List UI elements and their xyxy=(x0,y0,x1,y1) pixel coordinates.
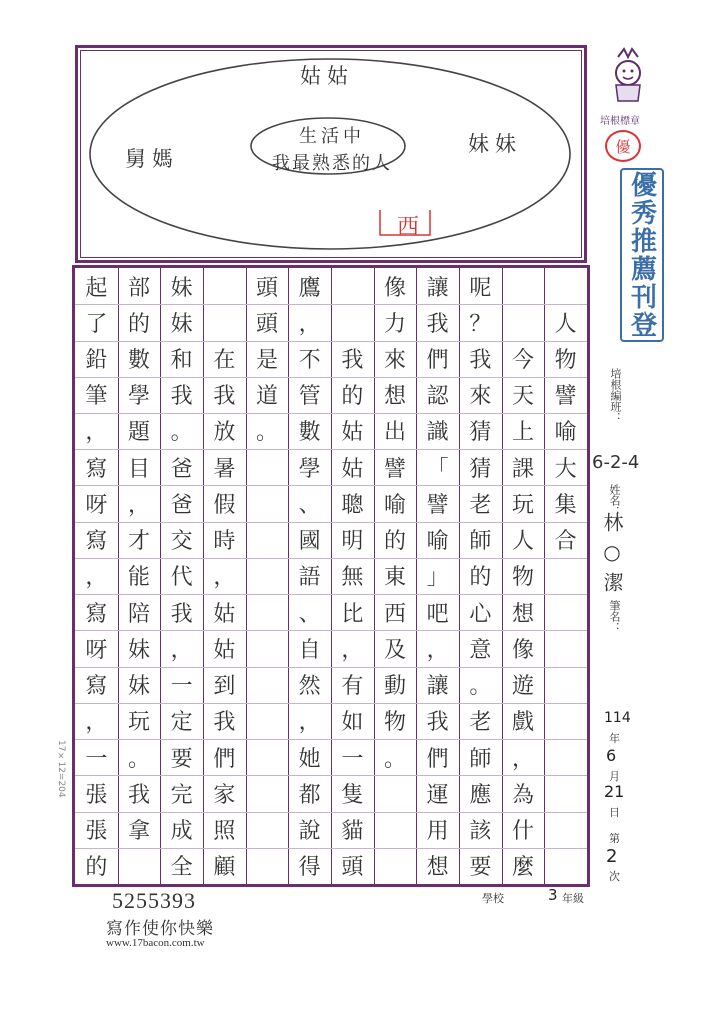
grid-char: 的 xyxy=(384,529,407,555)
grid-char: 起 xyxy=(85,275,108,301)
grid-char: 才 xyxy=(128,529,151,555)
grid-char: 假 xyxy=(213,492,236,518)
grid-char: ， xyxy=(213,565,236,591)
grid-char: 人 xyxy=(554,311,577,337)
grid-char: 道 xyxy=(256,384,279,410)
count-value: 2 xyxy=(606,846,618,867)
grid-char: 妹 xyxy=(170,311,193,337)
grid-char: 為 xyxy=(512,782,535,808)
grid-char: 得 xyxy=(298,855,321,881)
grid-char: 比 xyxy=(341,601,364,627)
grid-char: 一 xyxy=(341,746,364,772)
grid-char: 遊 xyxy=(512,674,535,700)
grid-char: 們 xyxy=(426,746,449,772)
grid-char: 姑 xyxy=(213,601,236,627)
count-prefix: 第 xyxy=(609,832,620,845)
grid-char: 呀 xyxy=(85,637,108,663)
grid-char: 動 xyxy=(384,674,407,700)
grid-char: 想 xyxy=(384,384,407,410)
grid-char: 、 xyxy=(298,492,321,518)
grid-char: 想 xyxy=(512,601,535,627)
grid-char: 合 xyxy=(554,529,577,555)
grid-char: 應 xyxy=(469,782,492,808)
grid-char: 讓 xyxy=(426,674,449,700)
pen-name-label: 筆名： xyxy=(608,600,621,633)
grid-char: 。 xyxy=(170,420,193,446)
grid-char: 能 xyxy=(128,565,151,591)
grid-char: 猜 xyxy=(469,456,492,482)
website-url: www.17bacon.com.tw xyxy=(106,937,205,949)
grid-char: 喻 xyxy=(554,420,577,446)
grid-char: 要 xyxy=(469,855,492,881)
grid-char: 集 xyxy=(554,492,577,518)
grid-char: 來 xyxy=(469,384,492,410)
grid-char: 一 xyxy=(170,674,193,700)
grid-char: 西 xyxy=(384,601,407,627)
grid-char: 及 xyxy=(384,637,407,663)
grid-char: 爸 xyxy=(170,456,193,482)
slogan: 寫作使你快樂 xyxy=(106,919,214,939)
grid-char: 猜 xyxy=(469,420,492,446)
grid-char: 物 xyxy=(384,710,407,736)
grid-char: 心 xyxy=(469,601,492,627)
grid-char: 我 xyxy=(170,601,193,627)
grid-char: ， xyxy=(298,710,321,736)
grid-char: 喻 xyxy=(426,529,449,555)
grid-char: 玩 xyxy=(512,492,535,518)
grid-char: 戲 xyxy=(512,710,535,736)
mindmap-left: 舅媽 xyxy=(125,147,179,171)
date-year: 114 xyxy=(604,710,631,726)
grid-char: 學 xyxy=(128,384,151,410)
grid-char: 寫 xyxy=(85,529,108,555)
grid-char: 譬 xyxy=(554,384,577,410)
grid-char: ， xyxy=(341,637,364,663)
grade-label: 年級 xyxy=(562,892,584,905)
grid-char: 該 xyxy=(469,819,492,845)
grid-char: 完 xyxy=(170,782,193,808)
date-day-unit: 日 xyxy=(609,806,620,819)
grid-char: 鷹 xyxy=(298,275,321,301)
grid-char: 是 xyxy=(256,348,279,374)
grid-char: 識 xyxy=(426,420,449,446)
grid-char: 張 xyxy=(85,782,108,808)
grid-char: 寫 xyxy=(85,456,108,482)
grid-char: 家 xyxy=(213,782,236,808)
grid-char: 物 xyxy=(554,348,577,374)
grid-char: 我 xyxy=(213,384,236,410)
grid-char: ， xyxy=(298,311,321,337)
grid-char: 物 xyxy=(512,565,535,591)
grid-char: 學 xyxy=(298,456,321,482)
name-value: 林○潔 xyxy=(600,512,624,600)
grid-char: 們 xyxy=(213,746,236,772)
grid-char: ， xyxy=(426,637,449,663)
grid-char: 隻 xyxy=(341,782,364,808)
grid-char: 天 xyxy=(512,384,535,410)
grid-char: 放 xyxy=(213,420,236,446)
grid-char: 們 xyxy=(426,348,449,374)
logo-label: 培根標章 xyxy=(600,116,640,127)
grid-char: 要 xyxy=(170,746,193,772)
grid-char: 說 xyxy=(298,819,321,845)
grid-char: 的 xyxy=(128,311,151,337)
grid-char: 。 xyxy=(384,746,407,772)
grid-char: 大 xyxy=(554,456,577,482)
grid-char: 一 xyxy=(85,746,108,772)
grid-char: 出 xyxy=(384,420,407,446)
grid-char: 「 xyxy=(426,456,449,482)
grid-char: 今 xyxy=(512,348,535,374)
class-label: 培根編班： xyxy=(609,368,622,423)
grid-char: 國 xyxy=(298,529,321,555)
grid-char: 定 xyxy=(170,710,193,736)
grid-char: 張 xyxy=(85,819,108,845)
grid-char: 成 xyxy=(170,819,193,845)
grid-char: 什 xyxy=(512,819,535,845)
grid-char: 鉛 xyxy=(85,348,108,374)
grid-char: 姑 xyxy=(341,456,364,482)
date-month-unit: 月 xyxy=(609,770,620,783)
grid-char: 我 xyxy=(341,348,364,374)
recommend-stamp-text: 優秀推薦刊登 xyxy=(626,171,657,339)
grid-char: 妹 xyxy=(170,275,193,301)
grid-char: 來 xyxy=(384,348,407,374)
grid-char: 呀 xyxy=(85,492,108,518)
grid-char: 老 xyxy=(469,492,492,518)
grid-char: 數 xyxy=(128,348,151,374)
grid-char: 的 xyxy=(341,384,364,410)
grid-char: 和 xyxy=(170,348,193,374)
grid-char: 有 xyxy=(341,674,364,700)
grid-char: 的 xyxy=(469,565,492,591)
grid-char: ？ xyxy=(469,311,492,337)
date-year-unit: 年 xyxy=(609,732,620,745)
grid-char: 我 xyxy=(426,710,449,736)
grid-char: 東 xyxy=(384,565,407,591)
grid-char: 她 xyxy=(298,746,321,772)
grid-char: 頭 xyxy=(341,855,364,881)
grade-value: 3 xyxy=(548,886,558,904)
count-unit: 次 xyxy=(609,870,620,883)
grid-char: 老 xyxy=(469,710,492,736)
grid-char: 意 xyxy=(469,637,492,663)
grid-char: ， xyxy=(170,637,193,663)
grid-char: ， xyxy=(512,746,535,772)
grid-char: 。 xyxy=(128,746,151,772)
grid-char: 我 xyxy=(170,384,193,410)
grid-char: 無 xyxy=(341,565,364,591)
grid-char: 貓 xyxy=(341,819,364,845)
grid-char: 爸 xyxy=(170,492,193,518)
grid-char: 自 xyxy=(298,637,321,663)
grid-char: 代 xyxy=(170,565,193,591)
grid-char: 拿 xyxy=(128,819,151,845)
grid-char: 全 xyxy=(170,855,193,881)
grid-char: 玩 xyxy=(128,710,151,736)
grid-char: 課 xyxy=(512,456,535,482)
mindmap-bottom-mark: 西 xyxy=(397,215,420,240)
mindmap-center-line2: 我最熟悉的人 xyxy=(272,153,392,174)
grid-char: 都 xyxy=(298,782,321,808)
grid-char: 像 xyxy=(512,637,535,663)
class-value: 6-2-4 xyxy=(592,452,640,473)
grid-char: 我 xyxy=(469,348,492,374)
grid-char: 然 xyxy=(298,674,321,700)
grid-char: 師 xyxy=(469,746,492,772)
grid-char: 妹 xyxy=(128,637,151,663)
grid-char: 力 xyxy=(384,311,407,337)
grid-char: 認 xyxy=(426,384,449,410)
grid-char: 頭 xyxy=(256,311,279,337)
grid-char: 數 xyxy=(298,420,321,446)
grid-char: 陪 xyxy=(128,601,151,627)
grid-char: 時 xyxy=(213,529,236,555)
grid-char: 姑 xyxy=(341,420,364,446)
grid-char: 」 xyxy=(426,565,449,591)
grid-char: 妹 xyxy=(128,674,151,700)
grid-char: 部 xyxy=(128,275,151,301)
recommend-stamp xyxy=(620,168,664,342)
grid-char: 上 xyxy=(512,420,535,446)
grid-char: ， xyxy=(85,710,108,736)
grid-char: 寫 xyxy=(85,601,108,627)
grid-size-label: 17×12=204 xyxy=(56,740,66,798)
grid-char: ， xyxy=(85,420,108,446)
grid-char: 頭 xyxy=(256,275,279,301)
mindmap-top: 姑姑 xyxy=(300,64,354,88)
grid-char: 讓 xyxy=(426,275,449,301)
grid-char: 像 xyxy=(384,275,407,301)
grid-char: 寫 xyxy=(85,674,108,700)
grid-char: ， xyxy=(128,492,151,518)
grid-char: 麼 xyxy=(512,855,535,881)
grid-char: 交 xyxy=(170,529,193,555)
date-month: 6 xyxy=(606,746,617,765)
school-label: 學校 xyxy=(482,892,504,905)
grid-char: 管 xyxy=(298,384,321,410)
grid-char: 不 xyxy=(298,348,321,374)
grid-char: 目 xyxy=(128,456,151,482)
grid-char: 我 xyxy=(128,782,151,808)
grid-char: 運 xyxy=(426,782,449,808)
grid-char: 喻 xyxy=(384,492,407,518)
grid-char: 。 xyxy=(469,674,492,700)
grid-char: ， xyxy=(85,565,108,591)
grid-char: 明 xyxy=(341,529,364,555)
grid-char: 的 xyxy=(85,855,108,881)
grid-char: 呢 xyxy=(469,275,492,301)
grid-char: 我 xyxy=(213,710,236,736)
grid-char: 用 xyxy=(426,819,449,845)
badge-stamp: 優 xyxy=(605,130,641,162)
grid-char: 、 xyxy=(298,601,321,627)
grid-char: 照 xyxy=(213,819,236,845)
grid-char: 如 xyxy=(341,710,364,736)
grid-char: 吧 xyxy=(426,601,449,627)
grid-char: 語 xyxy=(298,565,321,591)
grid-char: 我 xyxy=(426,311,449,337)
grid-char: 聰 xyxy=(341,492,364,518)
grid-char: 顧 xyxy=(213,855,236,881)
grid-char: 暑 xyxy=(213,456,236,482)
grid-char: 在 xyxy=(213,348,236,374)
grid-char: 譬 xyxy=(384,456,407,482)
mindmap-right: 妹妹 xyxy=(468,132,522,156)
grid-columns xyxy=(75,268,587,884)
doc-number: 5255393 xyxy=(112,888,196,913)
grid-char: 。 xyxy=(256,420,279,446)
grid-char: 題 xyxy=(128,420,151,446)
grid-char: 筆 xyxy=(85,384,108,410)
grid-char: 了 xyxy=(85,311,108,337)
mindmap-center-line1: 生活中 xyxy=(299,126,365,147)
grid-char: 師 xyxy=(469,529,492,555)
grid-char: 譬 xyxy=(426,492,449,518)
name-label: 姓名： xyxy=(608,484,621,517)
grid-char: 姑 xyxy=(213,637,236,663)
date-day: 21 xyxy=(604,782,625,801)
grid-char: 到 xyxy=(213,674,236,700)
grid-char: 想 xyxy=(426,855,449,881)
grid-char: 人 xyxy=(512,529,535,555)
bacon-logo-icon xyxy=(604,45,652,115)
